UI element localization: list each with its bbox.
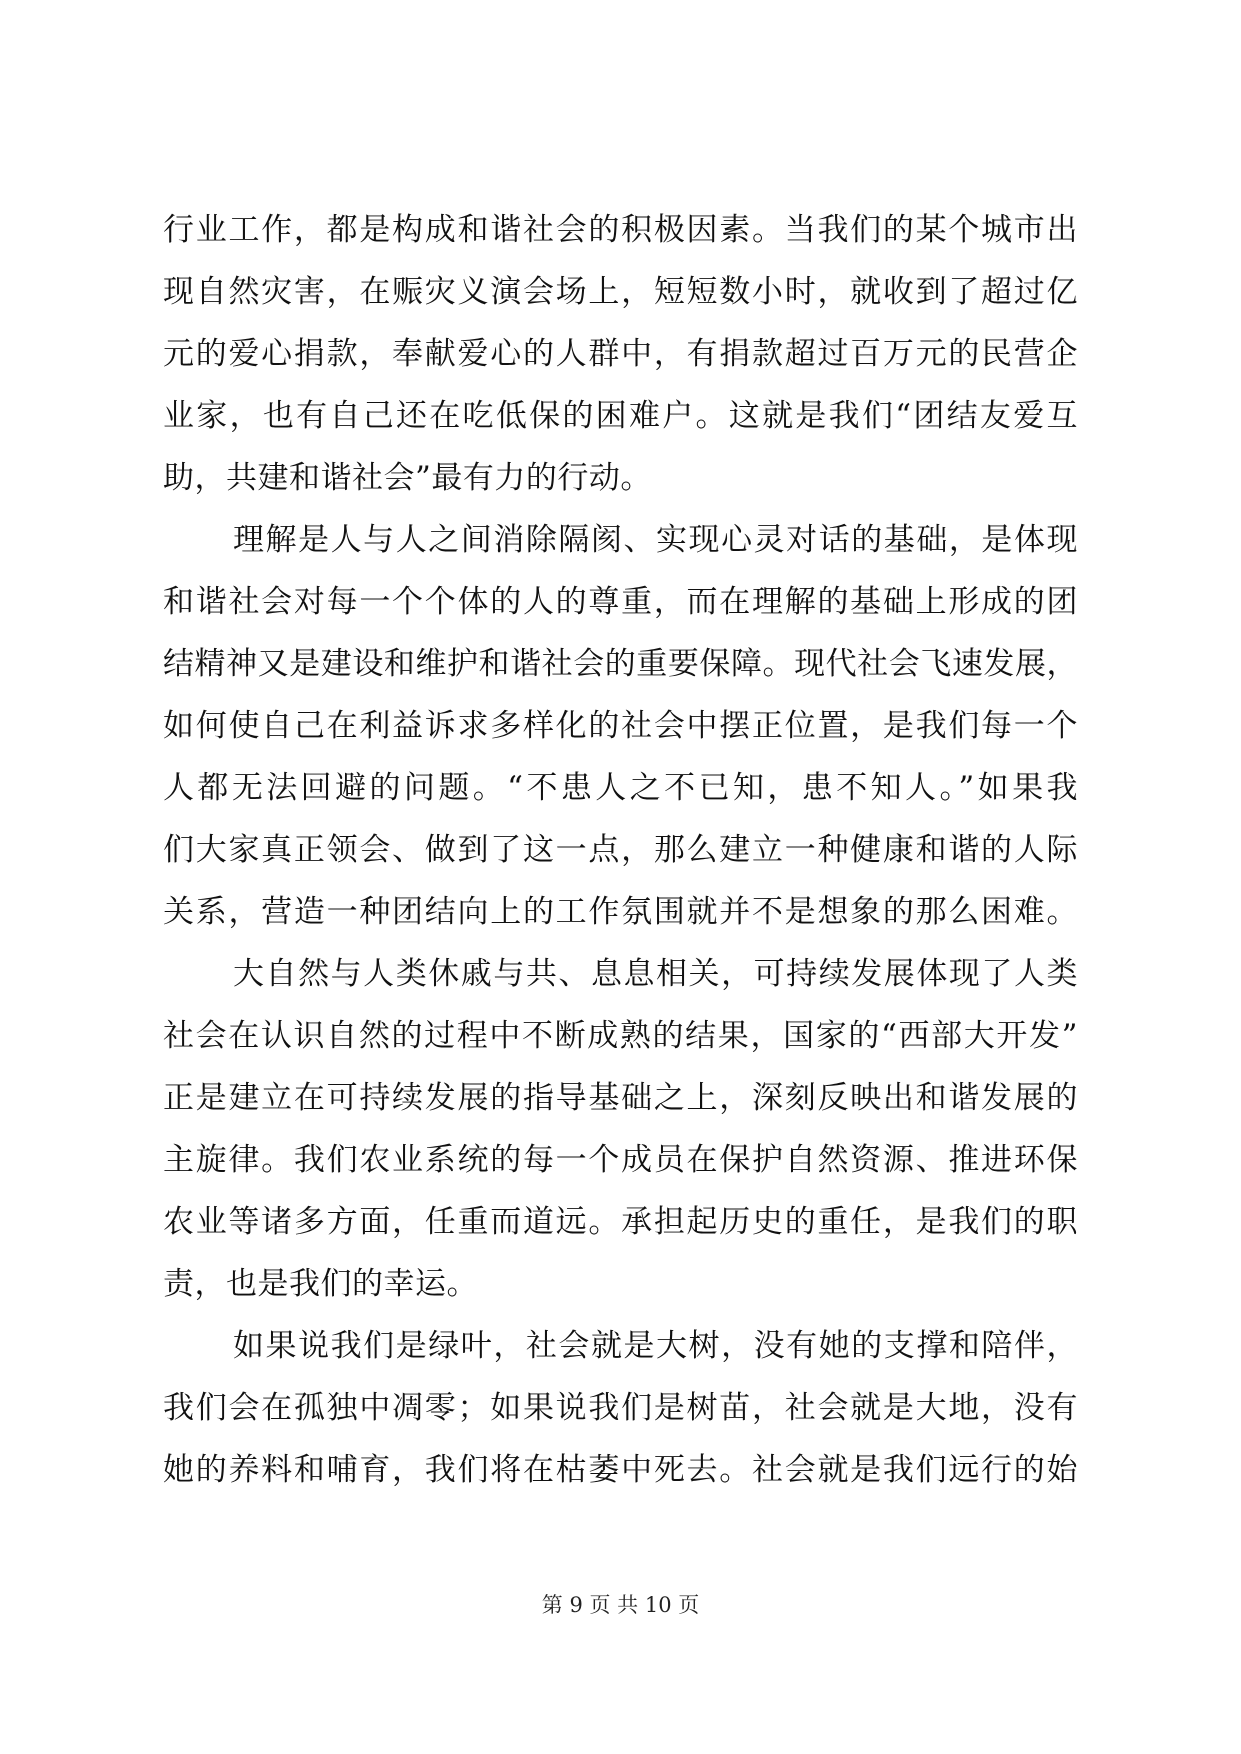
paragraph-first-line: 如果说我们是绿叶，社会就是大树，没有她的支撑和陪伴， <box>233 1328 1078 1364</box>
text-line: 助，共建和谐社会”最有力的行动。 <box>163 460 652 496</box>
paragraph-first-line: 理解是人与人之间消除隔阂、实现心灵对话的基础，是体现 <box>233 522 1078 558</box>
text-line: 我们会在孤独中凋零；如果说我们是树苗，社会就是大地，没有 <box>163 1390 1078 1426</box>
text-line: 主旋律。我们农业系统的每一个成员在保护自然资源、推进环保 <box>163 1142 1078 1178</box>
text-line: 人都无法回避的问题。“不患人之不已知，患不知人。”如果我 <box>163 770 1078 806</box>
paragraph-first-line: 大自然与人类休戚与共、息息相关，可持续发展体现了人类 <box>233 956 1078 992</box>
text-line: 业家，也有自己还在吃低保的困难户。这就是我们“团结友爱互 <box>163 398 1078 434</box>
text-line: 行业工作，都是构成和谐社会的积极因素。当我们的某个城市出 <box>163 212 1078 248</box>
text-line: 农业等诸多方面，任重而道远。承担起历史的重任，是我们的职 <box>163 1204 1078 1240</box>
page-footer: 第 9 页 共 10 页 <box>541 1593 700 1617</box>
text-line: 们大家真正领会、做到了这一点，那么建立一种健康和谐的人际 <box>163 832 1078 868</box>
text-line: 责，也是我们的幸运。 <box>163 1266 478 1302</box>
text-line: 她的养料和哺育，我们将在枯萎中死去。社会就是我们远行的始 <box>163 1452 1078 1488</box>
text-line: 和谐社会对每一个个体的人的尊重，而在理解的基础上形成的团 <box>163 584 1078 620</box>
text-line: 现自然灾害，在赈灾义演会场上，短短数小时，就收到了超过亿 <box>163 274 1078 310</box>
text-line: 元的爱心捐款，奉献爱心的人群中，有捐款超过百万元的民营企 <box>163 336 1078 372</box>
text-line: 结精神又是建设和维护和谐社会的重要保障。现代社会飞速发展， <box>163 646 1078 682</box>
text-line: 关系，营造一种团结向上的工作氛围就并不是想象的那么困难。 <box>163 894 1078 930</box>
text-line: 社会在认识自然的过程中不断成熟的结果，国家的“西部大开发” <box>163 1018 1078 1054</box>
text-line: 如何使自己在利益诉求多样化的社会中摆正位置，是我们每一个 <box>163 708 1078 744</box>
text-line: 正是建立在可持续发展的指导基础之上，深刻反映出和谐发展的 <box>163 1080 1078 1116</box>
